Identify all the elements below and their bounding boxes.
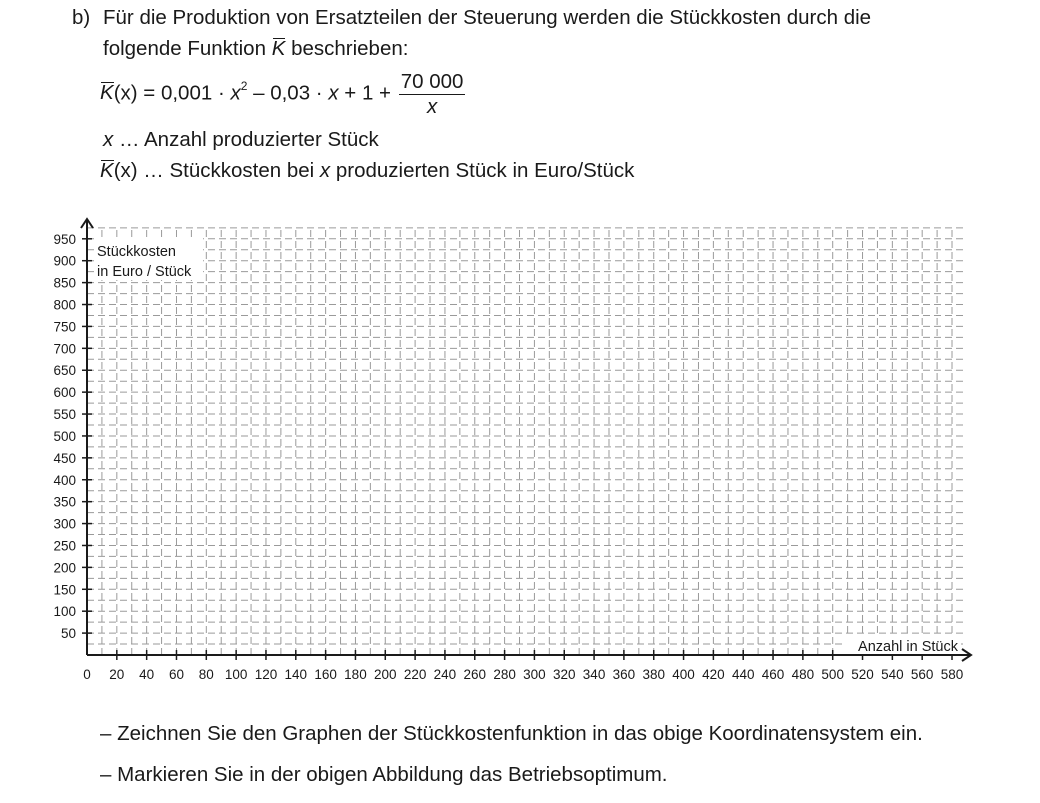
x-tick-label: 440: [731, 667, 755, 682]
x-tick-label: 520: [851, 667, 874, 682]
x-tick-label: 120: [254, 667, 278, 682]
question-1: – Zeichnen Sie den Graphen der Stückkostenfunktion in das obige Koordinatensystem ein.: [100, 722, 923, 745]
formula-x: x: [230, 81, 241, 105]
x-tick-label: 500: [821, 667, 844, 682]
y-tick-labels: [53, 232, 76, 641]
fraction-denominator: x: [426, 94, 438, 118]
y-tick-label: 600: [53, 385, 76, 401]
x-tick-label: 360: [612, 667, 636, 682]
formula-exponent: 2: [240, 78, 248, 93]
x-axis-label: Anzahl in Stück: [858, 639, 958, 655]
x-tick-label: 340: [582, 667, 606, 682]
y-tick-label: 400: [53, 472, 76, 488]
legend-x-var: x: [103, 128, 114, 151]
x-tick-label: 400: [672, 667, 695, 682]
legend-k-symbol: K: [100, 159, 114, 182]
y-tick-label: 850: [53, 275, 76, 291]
x-tick-label: 80: [198, 667, 214, 682]
x-tick-label: 180: [344, 667, 367, 682]
x-tick-labels: [83, 667, 963, 682]
grid: [87, 228, 967, 655]
question-2: – Markieren Sie in der obigen Abbildung das Betriebsoptimum.: [100, 763, 668, 786]
x-tick-label: 140: [284, 667, 308, 682]
y-tick-label: 50: [60, 626, 76, 642]
y-tick-label: 500: [53, 428, 76, 444]
x-tick-label: 560: [910, 667, 934, 682]
legend-k-desc-post: produzierten Stück in Euro/Stück: [330, 159, 635, 182]
x-tick-label: 380: [642, 667, 665, 682]
x-tick-label: 240: [433, 667, 457, 682]
x-tick-label: 200: [374, 667, 397, 682]
y-tick-label: 450: [53, 450, 76, 466]
y-axis-label-line1: Stückkosten: [97, 244, 176, 260]
y-tick-label: 700: [53, 341, 76, 357]
x-tick-label: 100: [224, 667, 248, 682]
formula-lhs-arg: (x) = 0,001 ·: [113, 81, 231, 105]
legend-k-desc-pre: (x) … Stückkosten bei: [113, 159, 320, 182]
y-tick-label: 350: [53, 494, 76, 510]
y-tick-label: 900: [53, 253, 76, 269]
task-intro-line1: Für die Produktion von Ersatzteilen der Steuerung werden die Stückkosten durch die: [103, 6, 872, 29]
x-tick-label: 480: [791, 667, 815, 682]
legend-k-var: x: [319, 159, 331, 182]
x-tick-label: 420: [702, 667, 725, 682]
y-tick-label: 750: [53, 319, 76, 335]
x-tick-label: 580: [940, 667, 964, 682]
y-tick-label: 650: [53, 363, 76, 379]
x-tick-label: 300: [523, 667, 546, 682]
x-tick-label: 220: [403, 667, 427, 682]
function-symbol: K: [271, 37, 286, 60]
y-axis-label-line2: in Euro / Stück: [97, 264, 192, 280]
x-tick-label: 460: [761, 667, 785, 682]
fraction-numerator: 70 000: [400, 70, 464, 93]
y-tick-label: 200: [53, 560, 76, 576]
x-tick-label: 20: [109, 667, 125, 682]
formula-tail: + 1 +: [338, 81, 397, 105]
task-label: b): [72, 6, 91, 29]
y-tick-label: 150: [53, 582, 76, 598]
y-tick-label: 800: [53, 297, 76, 313]
x-tick-label: 40: [139, 667, 155, 682]
formula-mid: – 0,03 ·: [247, 81, 329, 105]
formula-x2: x: [328, 81, 339, 105]
intro-text-post: beschrieben:: [285, 37, 409, 60]
y-tick-label: 950: [53, 231, 76, 247]
y-tick-label: 300: [53, 516, 76, 532]
y-tick-label: 550: [53, 407, 76, 423]
y-tick-label: 250: [53, 538, 76, 554]
x-tick-label: 0: [83, 667, 91, 682]
x-tick-label: 60: [168, 667, 184, 682]
axes: [81, 219, 971, 661]
formula-lhs-symbol: K: [100, 81, 114, 105]
legend-x-desc: … Anzahl produzierter Stück: [113, 128, 379, 151]
x-tick-label: 260: [463, 667, 487, 682]
x-tick-label: 320: [552, 667, 576, 682]
x-tick-label: 160: [314, 667, 337, 682]
y-tick-label: 100: [53, 604, 76, 620]
x-tick-label: 540: [881, 667, 904, 682]
intro-text-pre: folgende Funktion: [103, 37, 272, 60]
x-tick-label: 280: [493, 667, 516, 682]
